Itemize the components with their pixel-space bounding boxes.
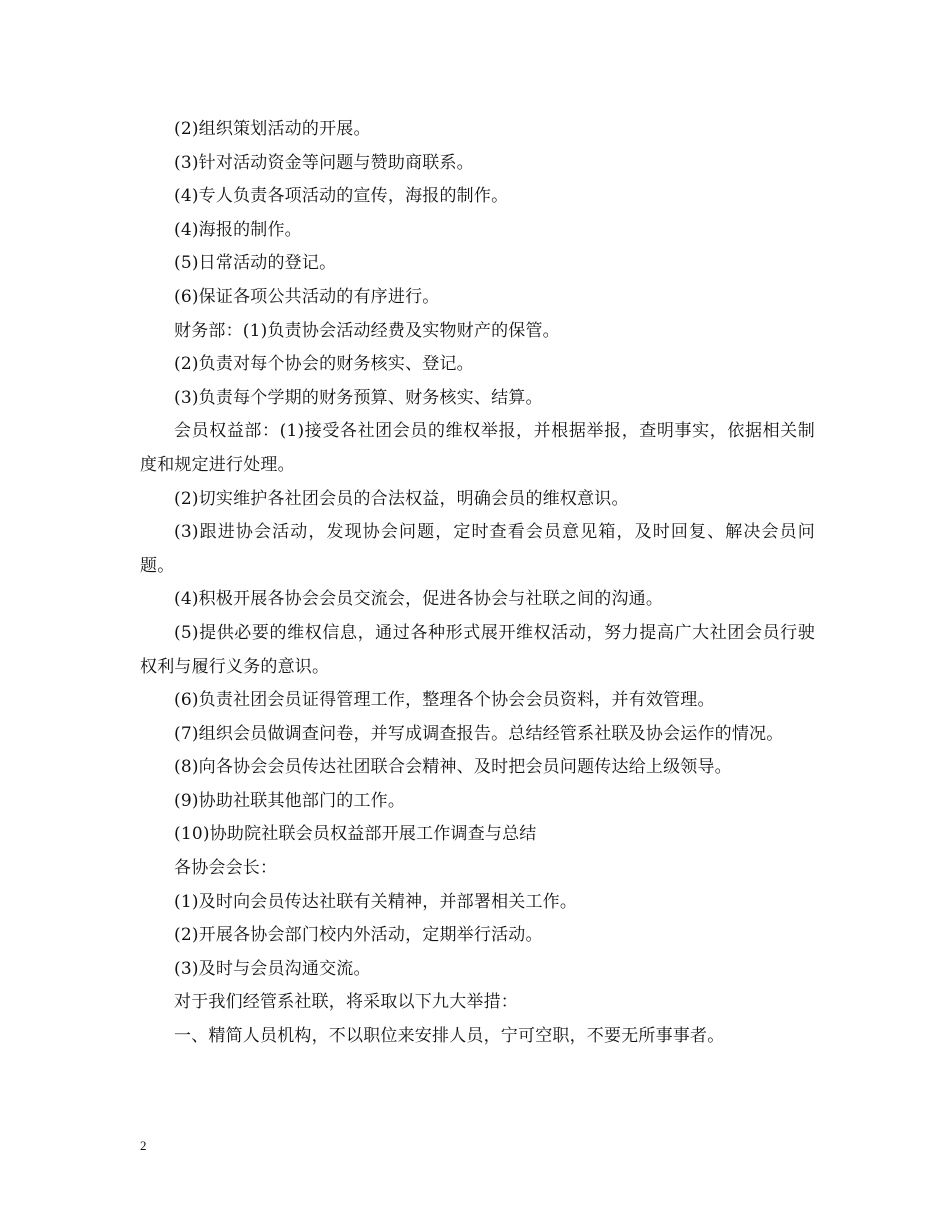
- paragraph: 财务部：(1)负责协会活动经费及实物财产的保管。: [174, 320, 560, 341]
- paragraph: (8)向各协会会员传达社团联合会精神、及时把会员问题传达给上级领导。: [174, 757, 732, 778]
- paragraph: (2)负责对每个协会的财务核实、登记。: [174, 354, 474, 375]
- paragraph: (2)组织策划活动的开展。: [174, 119, 371, 139]
- paragraph: (4)海报的制作。: [174, 219, 302, 240]
- paragraph: 一、精简人员机构，不以职位来安排人员，宁可空职，不要无所事事者。: [174, 1026, 725, 1047]
- paragraph: 对于我们经管系社联，将采取以下九大举措：: [174, 992, 518, 1013]
- paragraph: (2)切实维护各社团会员的合法权益，明确会员的维权意识。: [174, 488, 629, 509]
- paragraph: 会员权益部：(1)接受各社团会员的维权举报，并根据举报，查明事实，依据相关制度和规定进行处理。: [140, 421, 815, 475]
- paragraph: (3)跟进协会活动，发现协会问题，定时查看会员意见箱，及时回复、解决会员问题。: [140, 522, 815, 576]
- paragraph: (3)及时与会员沟通交流。: [174, 958, 371, 979]
- paragraph: (4)积极开展各协会会员交流会，促进各协会与社联之间的沟通。: [174, 589, 664, 610]
- paragraph: (10)协助院社联会员权益部开展工作调查与总结: [174, 824, 537, 845]
- paragraph: (4)专人负责各项活动的宣传，海报的制作。: [174, 186, 509, 207]
- paragraph: (3)负责每个学期的财务预算、财务核实、结算。: [174, 387, 543, 408]
- paragraph: (2)开展各协会部门校内外活动，定期举行活动。: [174, 925, 543, 946]
- paragraph: (9)协助社联其他部门的工作。: [174, 790, 406, 811]
- paragraph: (5)提供必要的维权信息，通过各种形式展开维权活动，努力提高广大社团会员行驶权利与履行义务的意识。: [140, 622, 815, 677]
- paragraph: (6)保证各项公共活动的有序进行。: [174, 286, 440, 307]
- document-body: [140, 113, 815, 1054]
- paragraph: (6)负责社团会员证得管理工作，整理各个协会会员资料，并有效管理。: [174, 690, 715, 711]
- paragraph: (5)日常活动的登记。: [174, 253, 337, 274]
- paragraph: 各协会会长：: [174, 858, 278, 879]
- paragraph: (1)及时向会员传达社联有关精神，并部署相关工作。: [174, 891, 578, 912]
- paragraph: (7)组织会员做调查问卷，并写成调查报告。总结经管系社联及协会运作的情况。: [174, 723, 784, 744]
- page-number: 2: [140, 1138, 147, 1153]
- paragraph: (3)针对活动资金等问题与赞助商联系。: [174, 152, 474, 173]
